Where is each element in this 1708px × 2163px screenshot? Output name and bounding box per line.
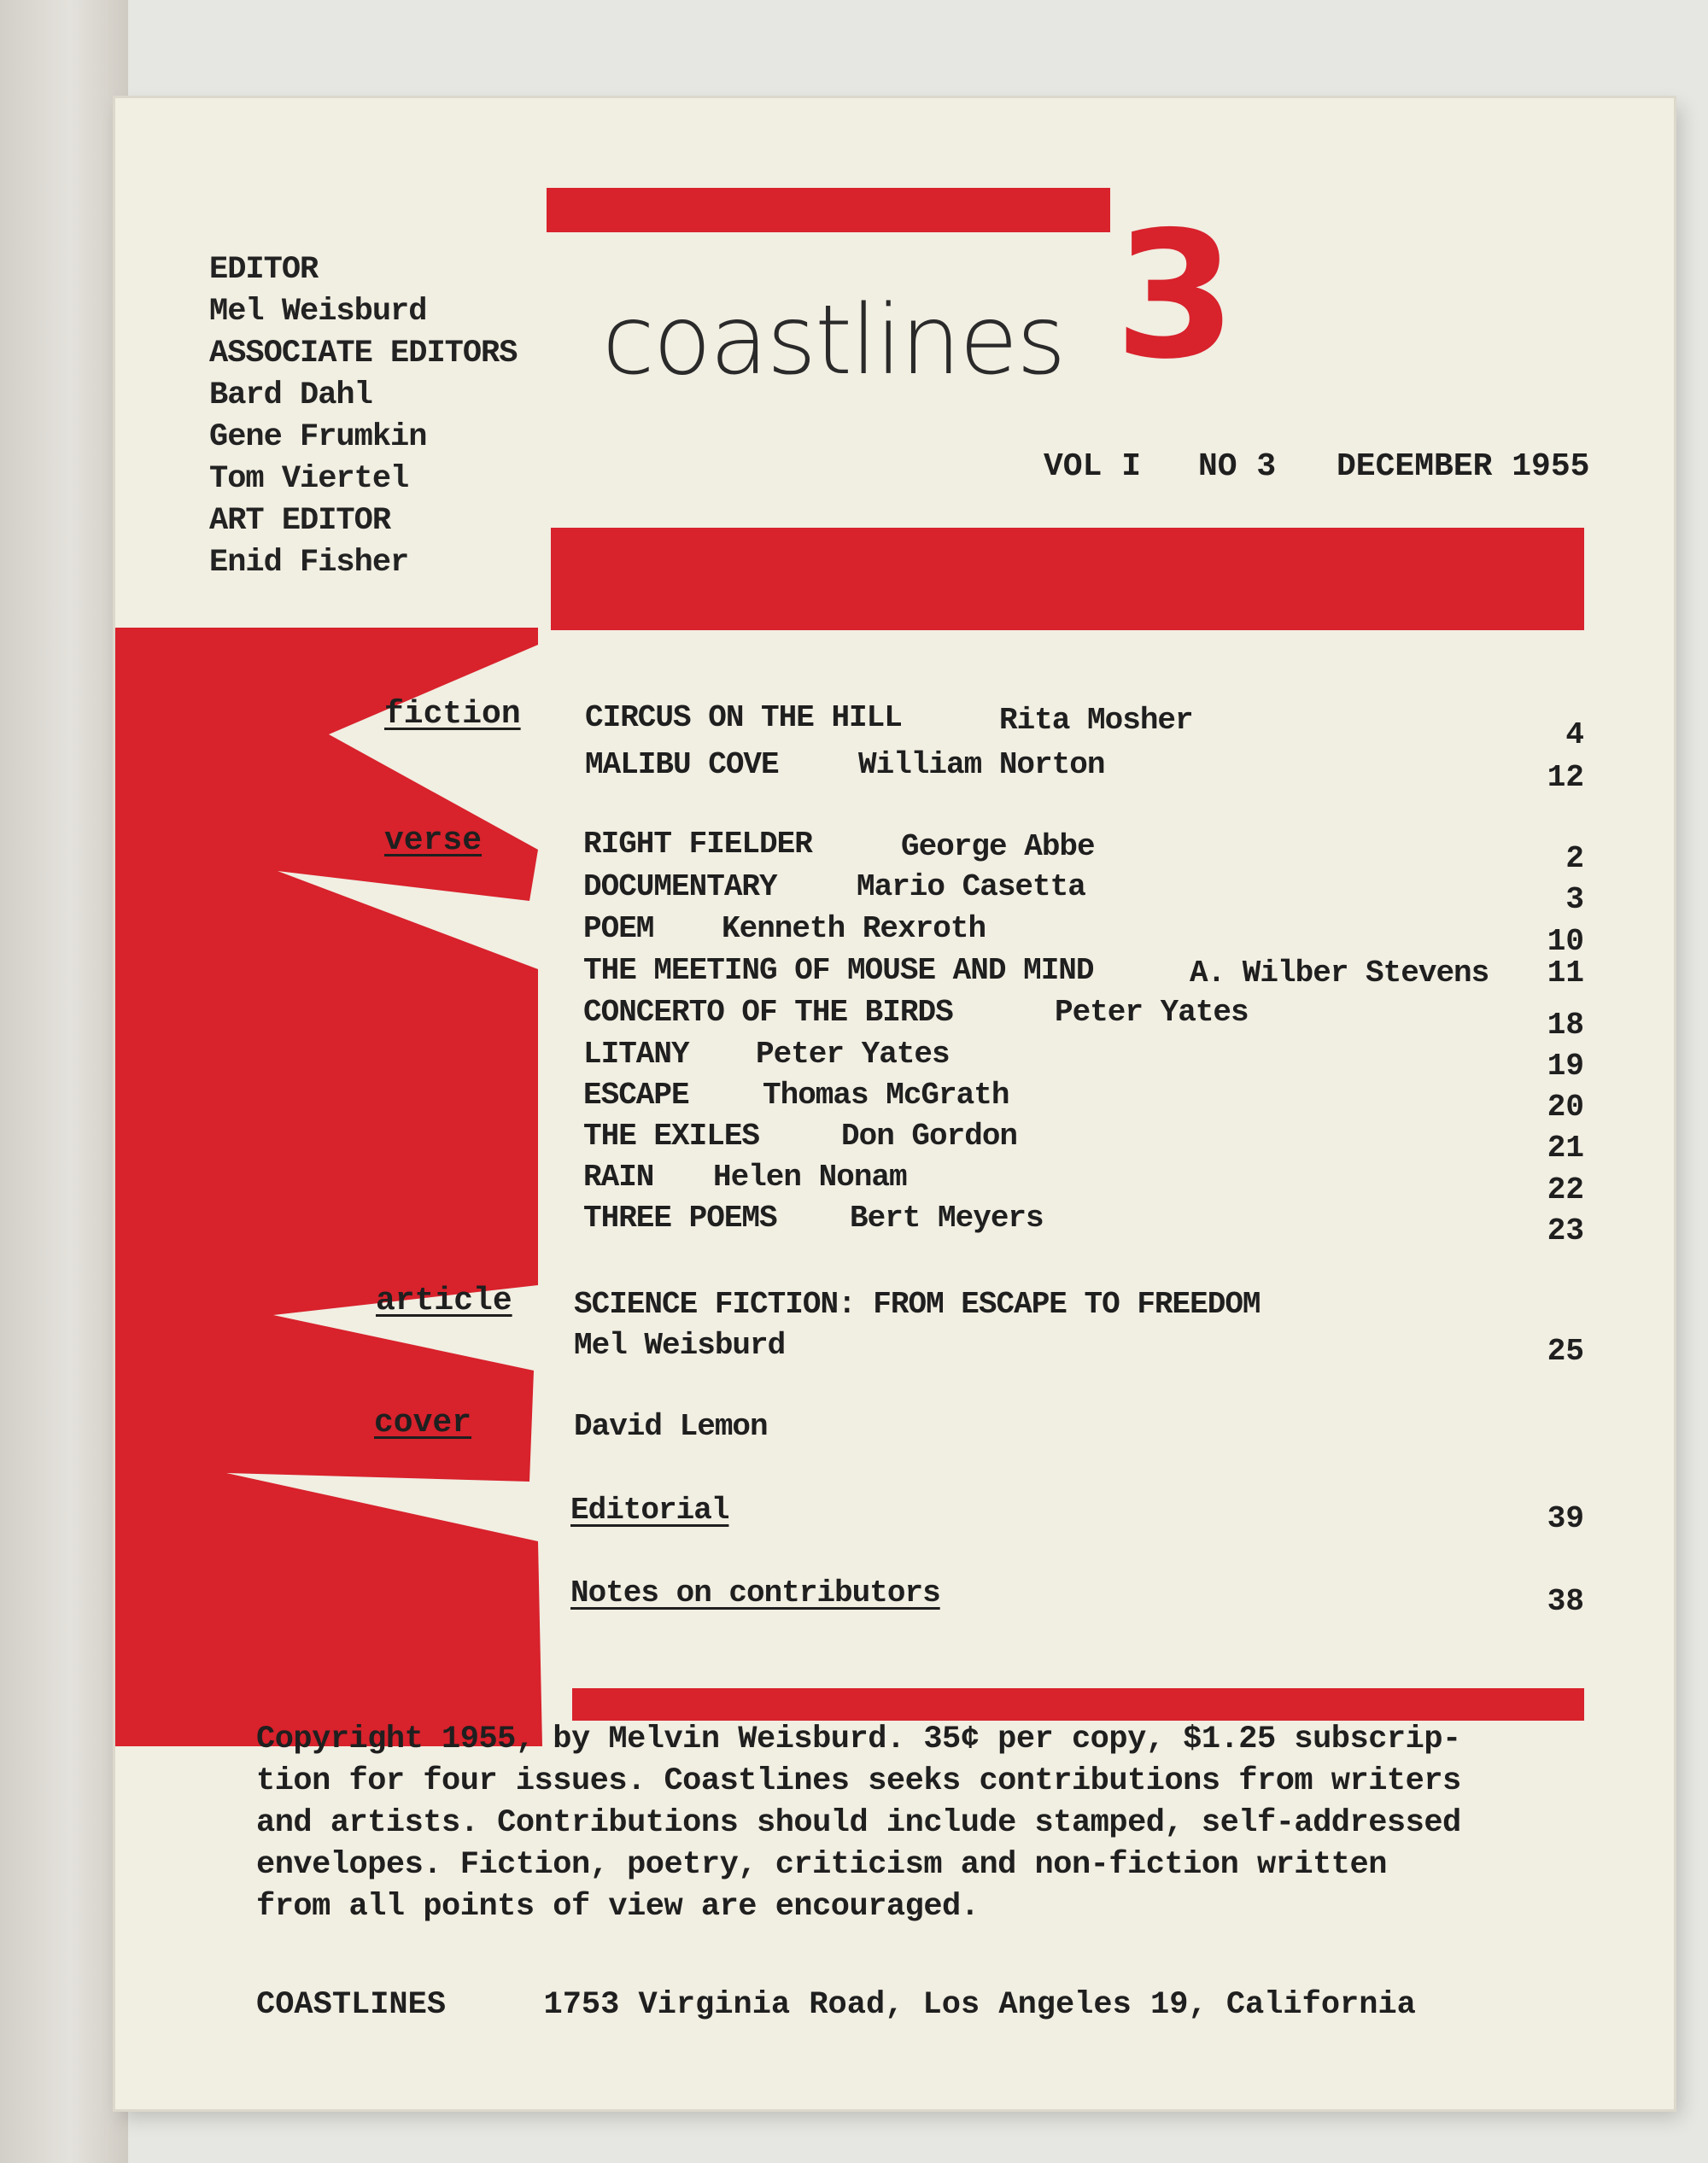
page-number: 38 <box>1547 1584 1584 1619</box>
page-number: 20 <box>1547 1090 1584 1125</box>
page-number: 18 <box>1547 1008 1584 1043</box>
verse-title: ESCAPE <box>583 1078 689 1113</box>
masthead-line: Tom Viertel <box>209 461 409 497</box>
verse-title: CONCERTO OF THE BIRDS <box>583 995 953 1030</box>
fiction-title: MALIBU COVE <box>585 747 779 782</box>
verse-author: A. Wilber Stevens <box>1190 956 1489 991</box>
page-number: 11 <box>1547 956 1584 991</box>
page-number: 10 <box>1547 924 1584 959</box>
article-title: SCIENCE FICTION: FROM ESCAPE TO FREEDOM <box>574 1287 1261 1322</box>
page-number: 22 <box>1547 1172 1584 1207</box>
category-verse: verse <box>384 822 483 859</box>
page-number: 25 <box>1547 1334 1584 1369</box>
verse-title: THE MEETING OF MOUSE AND MIND <box>583 953 1094 988</box>
page-number: 2 <box>1565 841 1584 876</box>
page-number: 12 <box>1547 760 1584 795</box>
cover-artist: David Lemon <box>574 1409 768 1444</box>
page-number: 23 <box>1547 1213 1584 1248</box>
verse-title: RIGHT FIELDER <box>583 827 812 862</box>
magazine-title: coastlines <box>602 285 1065 396</box>
page-number: 3 <box>1565 882 1584 917</box>
mailing-address <box>256 1987 1416 2023</box>
masthead-line: Gene Frumkin <box>209 419 427 455</box>
masthead-line: ART EDITOR <box>209 503 391 539</box>
verse-title: RAIN <box>583 1160 654 1195</box>
verse-author: Bert Meyers <box>850 1201 1044 1236</box>
copyright-line: envelopes. Fiction, poetry, criticism and non-fiction written <box>256 1847 1387 1883</box>
volume-label: VOL I <box>1044 448 1142 485</box>
category-article: article <box>376 1283 512 1319</box>
verse-title: THE EXILES <box>583 1119 760 1154</box>
verse-author: Thomas McGrath <box>763 1078 1009 1113</box>
verse-author: Don Gordon <box>841 1119 1018 1154</box>
contents-page <box>115 98 1674 2109</box>
masthead-line: Bard Dahl <box>209 377 372 413</box>
copyright-notice <box>256 1719 1606 1928</box>
verse-author: George Abbe <box>901 829 1095 864</box>
copyright-line: from all points of view are encouraged. <box>256 1889 980 1925</box>
editorial-label: Editorial <box>570 1493 729 1528</box>
number-label: NO 3 <box>1198 448 1277 485</box>
article-author: Mel Weisburd <box>574 1328 786 1363</box>
verse-title: POEM <box>583 911 654 946</box>
copyright-line: Copyright 1955, by Melvin Weisburd. 35¢ per copy, $1.25 subscrip- <box>256 1722 1461 1757</box>
verse-title: THREE POEMS <box>583 1201 777 1236</box>
page-number: 21 <box>1547 1131 1584 1166</box>
category-cover: cover <box>374 1405 472 1441</box>
booklet-spine <box>0 0 128 2163</box>
masthead-line: Enid Fisher <box>209 545 409 581</box>
fiction-author: William Norton <box>858 747 1105 782</box>
issue-date: DECEMBER 1955 <box>1337 448 1590 485</box>
fiction-author: Rita Mosher <box>999 703 1193 738</box>
top-red-bar <box>547 188 1110 232</box>
verse-author: Helen Nonam <box>713 1160 907 1195</box>
fiction-title: CIRCUS ON THE HILL <box>585 700 902 735</box>
verse-title: LITANY <box>583 1037 689 1072</box>
page-number: 4 <box>1565 717 1584 752</box>
issue-number-large: 3 <box>1114 195 1237 398</box>
page-number: 39 <box>1547 1501 1584 1536</box>
copyright-line: tion for four issues. Coastlines seeks contributions from writers <box>256 1763 1461 1799</box>
verse-title: DOCUMENTARY <box>583 869 777 904</box>
address-text: 1753 Virginia Road, Los Angeles 19, California <box>543 1987 1416 2023</box>
masthead-line: EDITOR <box>209 252 319 288</box>
masthead-line: Mel Weisburd <box>209 294 427 330</box>
zigzag-red-graphic <box>115 98 594 1806</box>
masthead-line: ASSOCIATE EDITORS <box>209 336 518 371</box>
verse-author: Peter Yates <box>1055 995 1249 1030</box>
address-name: COASTLINES <box>256 1987 447 2023</box>
verse-author: Mario Casetta <box>857 869 1085 904</box>
verse-author: Kenneth Rexroth <box>722 911 986 946</box>
page-number: 19 <box>1547 1049 1584 1084</box>
copyright-line: and artists. Contributions should include stamped, self-addressed <box>256 1805 1461 1841</box>
category-fiction: fiction <box>384 696 521 733</box>
notes-label: Notes on contributors <box>570 1575 940 1611</box>
verse-author: Peter Yates <box>756 1037 950 1072</box>
